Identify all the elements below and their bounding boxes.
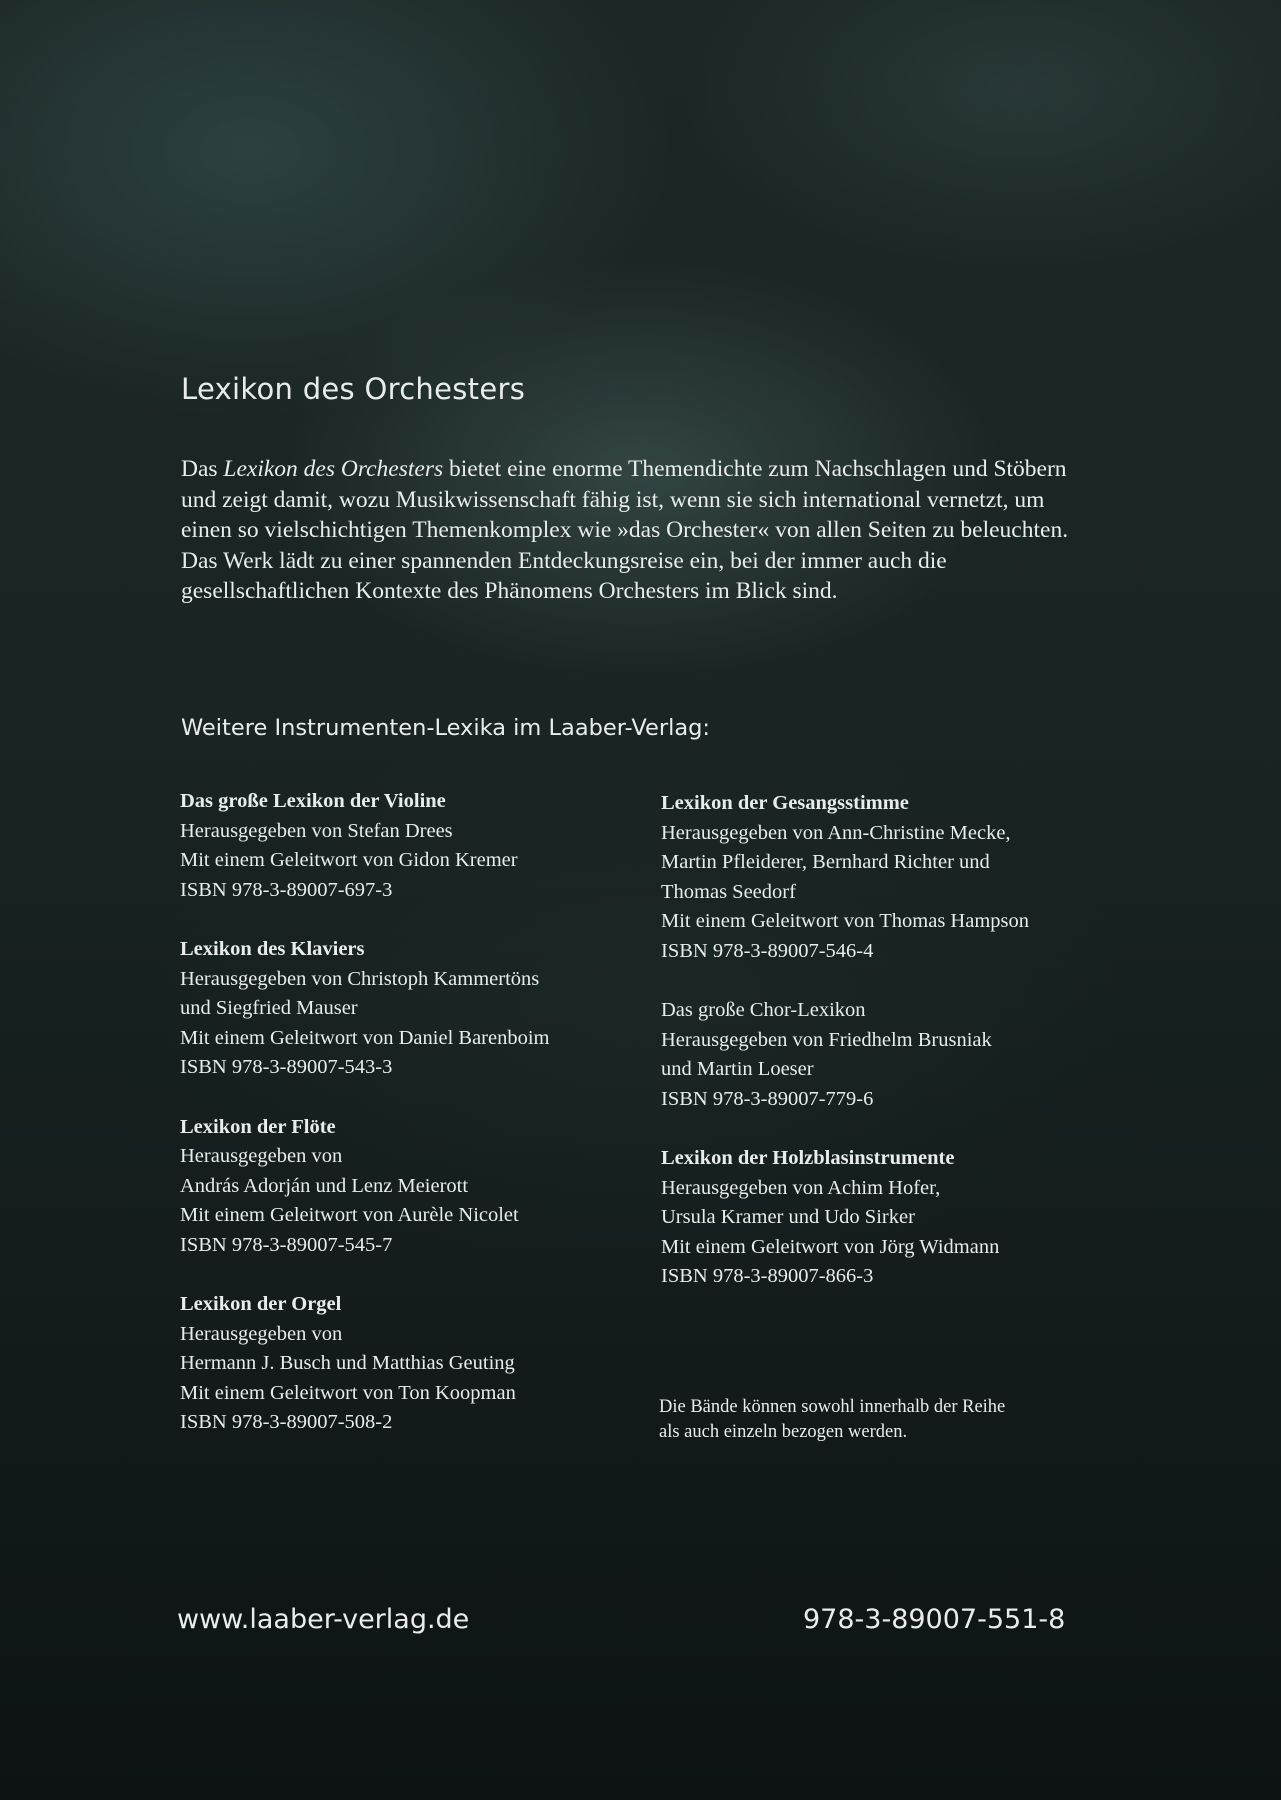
book-title: Lexikon der Gesangsstimme [661,792,909,814]
book-isbn: ISBN 978-3-89007-866-3 [661,1265,874,1287]
book-line: Herausgegeben von Stefan Drees [180,819,453,842]
book-line: Ursula Kramer und Udo Sirker [661,1206,915,1228]
book-line: Thomas Seedorf [661,880,796,903]
book-title: Lexikon der Orgel [180,1293,342,1315]
book-line: und Siegfried Mauser [180,997,358,1019]
book-isbn: ISBN 978-3-89007-543-3 [180,1056,393,1078]
book-title: Lexikon des Klaviers [180,938,365,960]
book-entry-chor [661,996,1131,1114]
blurb-intro: Das [181,456,224,482]
book-line: und Martin Loeser [661,1058,814,1080]
book-title: Das große Chor-Lexikon [661,999,866,1021]
book-entry-klavier [180,935,650,1083]
book-line: Herausgegeben von [180,1145,343,1167]
left-column [180,787,650,1468]
book-line: András Adorján und Lenz Meierott [180,1174,469,1197]
book-line: Mit einem Geleitwort von Thomas Hampson [661,910,1029,932]
book-line: Herausgegeben von [180,1322,343,1345]
blurb-title-italic: Lexikon des Orchesters [223,456,444,482]
publisher-website: www.laaber-verlag.de [177,1604,470,1635]
book-entry-floete [180,1113,650,1261]
book-line: Herausgegeben von Friedhelm Brusniak [661,1028,992,1051]
book-entry-holzblas [661,1144,1131,1292]
book-isbn: ISBN 978-3-89007-779-6 [661,1087,874,1110]
book-title: Das große Lexikon der Violine [180,790,446,812]
book-entry-gesangsstimme [661,789,1131,966]
book-isbn: ISBN 978-3-89007-545-7 [180,1233,393,1256]
book-title: Lexikon der Holzblasinstrumente [661,1147,955,1169]
blurb-text: bietet eine enorme Themendichte zum Nachschlagen und Stöbern und zeigt damit, wozu Musikwissenschaft fähig ist, wenn sie sich international vernetzt, um einen so vielschichtigen Themenkomplex wie »das Orchester« von allen Seiten zu beleuchten. Das Werk lädt zu einer spannenden Entdeckungsreise ein, bei der immer auch die gesellschaftlichen Kontexte des Phänomens Orchesters im Blick sind. [181,456,1069,604]
book-line: Martin Pfleiderer, Bernhard Richter und [661,851,990,873]
note-line: Die Bände können sowohl innerhalb der Reihe [659,1397,1006,1417]
page-title: Lexikon des Orchesters [181,372,526,406]
book-line: Mit einem Geleitwort von Gidon Kremer [180,849,518,871]
note-line: als auch einzeln bezogen werden. [659,1422,908,1442]
book-line: Herausgegeben von Christoph Kammertöns [180,967,540,990]
book-isbn: ISBN 978-3-89007-546-4 [661,939,874,962]
series-heading: Weitere Instrumenten-Lexika im Laaber-Verlag: [181,715,710,741]
book-isbn: ISBN 978-3-89007-508-2 [180,1411,393,1433]
blurb-paragraph [181,454,1101,607]
right-column [661,789,1131,1322]
book-line: Mit einem Geleitwort von Ton Koopman [180,1381,516,1404]
book-line: Hermann J. Busch und Matthias Geuting [180,1352,515,1374]
book-line: Mit einem Geleitwort von Jörg Widmann [661,1235,1000,1258]
book-title: Lexikon der Flöte [180,1115,336,1138]
book-isbn-number: 978-3-89007-551-8 [803,1604,1066,1635]
book-line: Mit einem Geleitwort von Aurèle Nicolet [180,1204,519,1226]
book-entry-violine [180,787,650,905]
book-line: Herausgegeben von Achim Hofer, [661,1176,941,1199]
book-line: Herausgegeben von Ann-Christine Mecke, [661,821,1011,844]
book-isbn: ISBN 978-3-89007-697-3 [180,878,393,901]
book-entry-orgel [180,1290,650,1438]
series-note [659,1395,1119,1445]
book-line: Mit einem Geleitwort von Daniel Barenboim [180,1026,550,1049]
